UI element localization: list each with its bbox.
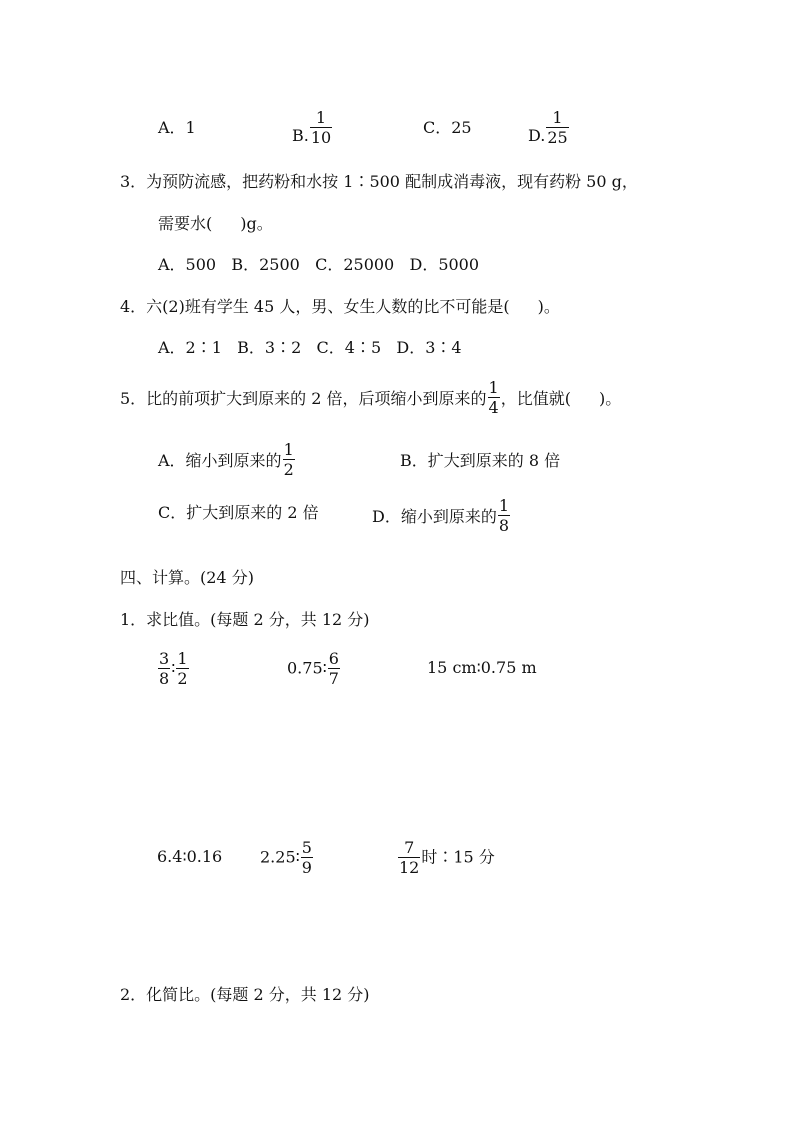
q3-options: A．500 B．2500 C．25000 D．5000 [158,255,480,274]
q2-option-b [292,108,333,147]
fraction-3-8 [158,649,170,688]
q2-option-c: C．25 [423,118,472,137]
q5-option-a-fraction [283,440,295,479]
fraction-denominator: 7 [328,669,339,688]
q4-options: A．2∶1 B．3∶2 C．4∶5 D．3∶4 [158,338,462,357]
calc1-problem-2-text: 0.75∶ [287,658,327,678]
fraction-denominator: 8 [498,516,510,535]
fraction-numerator: 1 [552,108,563,127]
q2-option-d [528,108,570,147]
q4-line [120,297,560,317]
q5-fraction [488,378,500,417]
calc2-title: 2．化简比。(每题 2 分，共 12 分) [120,985,370,1004]
fraction-denominator: 25 [547,128,568,147]
q4-text: 4．六(2)班有学生 45 人，男、女生人数的比不可能是( [120,297,510,316]
calc1-problem-3: 15 cm∶0.75 m [427,658,537,677]
q5-option-a-text: A．缩小到原来的 [158,451,282,470]
q5-option-d [372,496,511,535]
fraction-numerator: 6 [328,649,339,668]
fraction-denominator: 9 [301,858,312,877]
calc1-problem-6 [397,838,495,877]
fraction-denominator: 12 [399,858,420,877]
fraction-7-12 [398,838,420,877]
q3-line-2-prefix: 需要水( [158,214,213,233]
q3-line-2 [158,214,273,234]
fraction-numerator: 5 [301,838,312,857]
calc1-problem-2 [287,649,341,688]
fraction-denominator: 8 [159,669,170,688]
fraction-numerator: 1 [315,108,327,127]
q4-text-end: )。 [537,297,560,316]
fraction-numerator: 7 [404,838,415,857]
q5-option-b: B．扩大到原来的 8 倍 [400,451,561,470]
q5-option-a [158,440,296,479]
fraction-numerator: 1 [498,496,510,515]
q3-line-1: 3．为预防流感，把药粉和水按 1∶500 配制成消毒液，现有药粉 50 g， [120,172,638,191]
q5-text: 5．比的前项扩大到原来的 2 倍，后项缩小到原来的 [120,389,487,408]
fraction-numerator: 3 [159,649,170,668]
calc1-problem-6-text: 时∶15 分 [421,847,495,867]
calc1-problem-1 [157,649,190,688]
q2-option-d-fraction [546,108,568,147]
ratio-colon: ∶ [171,658,176,678]
fraction-6-7 [328,649,340,688]
q2-option-d-letter: D. [528,126,546,145]
q2-option-b-fraction [310,108,332,147]
fraction-numerator: 1 [283,440,294,459]
fraction-5-9 [301,838,313,877]
calc1-problem-5 [260,838,314,877]
fraction-denominator: 10 [310,128,332,147]
q3-line-2-suffix: )g。 [240,214,273,233]
q5-line [120,378,621,417]
q5-option-d-fraction [498,496,510,535]
fraction-numerator: 1 [488,378,499,397]
q2-option-a: A．1 [158,118,196,137]
calc1-problem-4: 6.4∶0.16 [157,847,223,866]
q2-option-b-letter: B. [292,126,309,145]
calc1-problem-5-text: 2.25∶ [260,847,300,867]
q5-text-end: )。 [598,389,622,408]
calc1-title: 1．求比值。(每题 2 分，共 12 分) [120,610,370,629]
q5-text-mid: ，比值就( [500,389,571,408]
fraction-numerator: 1 [177,649,188,668]
section-heading: 四、计算。(24 分) [120,568,254,587]
fraction-denominator: 4 [488,398,499,417]
fraction-denominator: 2 [177,669,188,688]
q5-option-c: C．扩大到原来的 2 倍 [158,503,319,522]
q5-option-d-text: D．缩小到原来的 [372,507,497,526]
fraction-1-2 [176,649,188,688]
fraction-denominator: 2 [283,460,294,479]
